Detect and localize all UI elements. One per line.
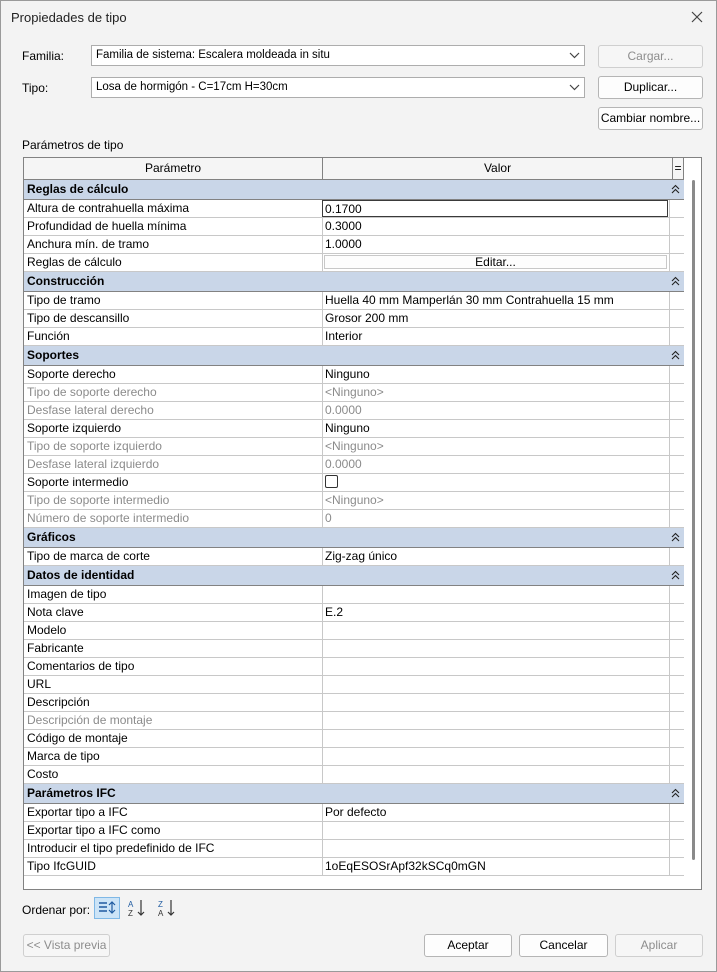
familia-combo[interactable] — [91, 45, 585, 66]
parameter-value[interactable]: 0.3000 — [322, 218, 668, 235]
close-button[interactable] — [682, 3, 712, 31]
group-title: Parámetros IFC — [27, 786, 116, 800]
parameter-value[interactable]: Ninguno — [322, 366, 668, 383]
parameter-value[interactable] — [322, 676, 668, 693]
associate-cell — [669, 328, 684, 345]
parameter-value[interactable] — [322, 766, 668, 783]
associate-cell — [669, 712, 684, 729]
associate-cell — [669, 420, 684, 437]
group-title: Datos de identidad — [27, 568, 135, 582]
parameter-row — [24, 402, 684, 420]
parameter-row — [24, 804, 684, 822]
parameter-row — [24, 310, 684, 328]
associate-cell — [669, 402, 684, 419]
parameter-value[interactable]: Huella 40 mm Mamperlán 30 mm Contrahuella 15 mm — [322, 292, 668, 309]
associate-cell — [669, 200, 684, 217]
parameter-name: Anchura mín. de tramo — [27, 237, 150, 251]
parameter-row — [24, 622, 684, 640]
associate-cell — [669, 804, 684, 821]
parameter-name: Exportar tipo a IFC — [27, 805, 128, 819]
parameter-row — [24, 254, 684, 272]
parameter-row — [24, 292, 684, 310]
parameter-row — [24, 658, 684, 676]
parameter-value[interactable]: Interior — [322, 328, 668, 345]
parameter-row — [24, 712, 684, 730]
associate-cell — [669, 384, 684, 401]
parameter-name: Imagen de tipo — [27, 587, 107, 601]
associate-cell — [669, 292, 684, 309]
tipo-label: Tipo: — [22, 81, 49, 95]
editar-button[interactable]: Editar... — [324, 255, 667, 269]
parameter-value: 0 — [322, 510, 668, 527]
parameter-name: Soporte derecho — [27, 367, 116, 381]
group-header[interactable] — [24, 346, 684, 366]
parameter-row — [24, 366, 684, 384]
sort-z-a-icon — [157, 899, 177, 917]
parameter-name: Introducir el tipo predefinido de IFC — [27, 841, 215, 855]
associate-cell — [669, 658, 684, 675]
associate-cell — [669, 840, 684, 857]
parameter-value: 0.0000 — [322, 456, 668, 473]
group-title: Construcción — [27, 274, 105, 288]
header-parametro[interactable]: Parámetro — [24, 158, 323, 180]
collapse-icon[interactable] — [671, 181, 680, 200]
parameter-name: Comentarios de tipo — [27, 659, 135, 673]
associate-cell — [669, 676, 684, 693]
collapse-icon[interactable] — [671, 785, 680, 804]
associate-cell — [669, 492, 684, 509]
group-header[interactable] — [24, 272, 684, 292]
associate-cell — [669, 748, 684, 765]
parameter-name: Desfase lateral derecho — [27, 403, 154, 417]
parameter-name: Tipo de soporte izquierdo — [27, 439, 162, 453]
associate-cell — [669, 604, 684, 621]
parameter-value[interactable] — [322, 694, 668, 711]
collapse-icon[interactable] — [671, 273, 680, 292]
parameter-value: <Ninguno> — [322, 492, 668, 509]
vista-previa-button[interactable]: << Vista previa — [23, 934, 110, 957]
parameter-name: Altura de contrahuella máxima — [27, 201, 190, 215]
parameter-value[interactable]: E.2 — [322, 604, 668, 621]
parameter-name: Tipo de soporte intermedio — [27, 493, 170, 507]
parameter-value[interactable] — [322, 748, 668, 765]
parameter-name: Descripción de montaje — [27, 713, 153, 727]
associate-cell — [669, 548, 684, 565]
parameter-row — [24, 456, 684, 474]
associate-cell — [669, 310, 684, 327]
sort-label: Ordenar por: — [22, 903, 91, 917]
cambiar-nombre-button[interactable]: Cambiar nombre... — [598, 107, 703, 130]
grid-header — [24, 158, 702, 180]
group-header[interactable] — [24, 528, 684, 548]
associate-cell — [669, 822, 684, 839]
associate-cell — [669, 474, 684, 491]
collapse-icon[interactable] — [671, 567, 680, 586]
parameter-value[interactable]: 1oEqESOSrApf32kSCq0mGN — [322, 858, 668, 875]
parameter-name: Costo — [27, 767, 59, 781]
parameter-row — [24, 730, 684, 748]
associate-cell — [669, 236, 684, 253]
grouped-order-icon — [98, 900, 116, 916]
parameter-value[interactable] — [322, 822, 668, 839]
svg-text:A: A — [128, 900, 134, 909]
parameter-row — [24, 438, 684, 456]
cancelar-button[interactable]: Cancelar — [519, 934, 608, 957]
parameter-value: 0.0000 — [322, 402, 668, 419]
svg-text:Z: Z — [128, 909, 133, 917]
parameter-value-cell[interactable] — [322, 474, 668, 491]
parameter-name: Descripción — [27, 695, 90, 709]
parameter-row — [24, 474, 684, 492]
parameter-value[interactable]: 1.0000 — [322, 236, 668, 253]
parameter-value[interactable] — [322, 730, 668, 747]
parameter-row — [24, 328, 684, 346]
parameter-row — [24, 748, 684, 766]
associate-cell — [669, 766, 684, 783]
parameter-name: Profundidad de huella mínima — [27, 219, 187, 233]
sort-descending-button[interactable] — [154, 897, 180, 919]
parameter-value-cell[interactable] — [322, 254, 668, 271]
familia-label: Familia: — [22, 49, 65, 63]
parameter-value[interactable]: Por defecto — [322, 804, 668, 821]
parameter-value[interactable] — [322, 640, 668, 657]
parameter-name: Reglas de cálculo — [27, 255, 122, 269]
associate-cell — [669, 622, 684, 639]
tipo-value: Losa de hormigón - C=17cm H=30cm — [96, 81, 288, 93]
group-title: Soportes — [27, 348, 80, 362]
parameter-name: Tipo de soporte derecho — [27, 385, 157, 399]
associate-cell — [669, 510, 684, 527]
parameter-name: Modelo — [27, 623, 67, 637]
tipo-combo[interactable] — [91, 77, 585, 98]
parameter-row — [24, 548, 684, 566]
title-bar — [1, 1, 716, 35]
parameter-row — [24, 766, 684, 784]
parameter-value[interactable] — [322, 622, 668, 639]
parameter-row — [24, 218, 684, 236]
parameter-row — [24, 822, 684, 840]
parameter-value[interactable] — [322, 840, 668, 857]
parameter-value: <Ninguno> — [322, 384, 668, 401]
group-header[interactable] — [24, 784, 684, 804]
familia-value: Familia de sistema: Escalera moldeada in situ — [96, 49, 330, 61]
parameter-name: Fabricante — [27, 641, 84, 655]
parameter-name: Soporte izquierdo — [27, 421, 122, 435]
parameter-value-input[interactable]: 0.1700 — [322, 200, 668, 217]
cargar-button[interactable]: Cargar... — [598, 45, 703, 68]
parameter-row — [24, 492, 684, 510]
soporte-intermedio-checkbox[interactable] — [325, 475, 338, 488]
associate-cell — [669, 858, 684, 875]
associate-cell — [669, 456, 684, 473]
collapse-icon[interactable] — [671, 529, 680, 548]
parameter-value[interactable]: Grosor 200 mm — [322, 310, 668, 327]
associate-cell — [669, 218, 684, 235]
parameter-value[interactable] — [322, 586, 668, 603]
parameter-value[interactable]: Ninguno — [322, 420, 668, 437]
parameter-value — [322, 712, 668, 729]
parameter-name: URL — [27, 677, 52, 691]
parameter-value: <Ninguno> — [322, 438, 668, 455]
parameter-row — [24, 586, 684, 604]
associate-cell — [669, 438, 684, 455]
parameter-row — [24, 858, 684, 876]
parameter-row — [24, 676, 684, 694]
parameter-value[interactable] — [322, 658, 668, 675]
parameter-name: Tipo de marca de corte — [27, 549, 150, 563]
parameter-row — [24, 694, 684, 712]
parameter-name: Desfase lateral izquierdo — [27, 457, 160, 471]
group-header[interactable] — [24, 180, 684, 200]
associate-cell — [669, 254, 684, 271]
sort-ascending-button[interactable] — [124, 897, 150, 919]
parameter-name: Exportar tipo a IFC como — [27, 823, 161, 837]
chevron-down-icon — [569, 50, 580, 61]
parameter-name: Número de soporte intermedio — [27, 511, 190, 525]
section-label: Parámetros de tipo — [22, 138, 124, 152]
associate-cell — [669, 730, 684, 747]
group-title: Gráficos — [27, 530, 76, 544]
svg-text:Z: Z — [158, 900, 163, 909]
parameter-row — [24, 604, 684, 622]
aceptar-button[interactable]: Aceptar — [424, 934, 512, 957]
parameter-name: Nota clave — [27, 605, 84, 619]
parameter-name: Tipo de descansillo — [27, 311, 130, 325]
duplicar-button[interactable]: Duplicar... — [598, 76, 703, 99]
parameter-row — [24, 384, 684, 402]
collapse-icon[interactable] — [671, 347, 680, 366]
chevron-down-icon — [569, 82, 580, 93]
aplicar-button[interactable]: Aplicar — [615, 934, 703, 957]
parameter-row — [24, 420, 684, 438]
group-header[interactable] — [24, 566, 684, 586]
parameter-row — [24, 510, 684, 528]
parameter-row — [24, 236, 684, 254]
parameter-name: Código de montaje — [27, 731, 128, 745]
scrollbar-thumb[interactable] — [692, 180, 695, 860]
parameter-row — [24, 840, 684, 858]
header-equals: = — [673, 158, 684, 180]
parameter-value[interactable]: Zig-zag único — [322, 548, 668, 565]
associate-cell — [669, 586, 684, 603]
parameter-name: Función — [27, 329, 70, 343]
type-parameters-grid — [23, 157, 702, 890]
close-icon — [691, 11, 703, 23]
grid-rows — [24, 180, 684, 876]
parameter-row — [24, 200, 684, 218]
svg-text:A: A — [158, 909, 164, 917]
window-title: Propiedades de tipo — [11, 10, 127, 25]
parameter-name: Marca de tipo — [27, 749, 100, 763]
sort-a-z-icon — [127, 899, 147, 917]
associate-cell — [669, 640, 684, 657]
sort-grouped-button[interactable] — [94, 897, 120, 919]
group-title: Reglas de cálculo — [27, 182, 129, 196]
parameter-name: Tipo IfcGUID — [27, 859, 96, 873]
header-valor[interactable]: Valor — [323, 158, 673, 180]
grid-scrollbar[interactable] — [685, 180, 702, 889]
parameter-row — [24, 640, 684, 658]
parameter-name: Soporte intermedio — [27, 475, 129, 489]
parameter-name: Tipo de tramo — [27, 293, 101, 307]
associate-cell — [669, 694, 684, 711]
associate-cell — [669, 366, 684, 383]
